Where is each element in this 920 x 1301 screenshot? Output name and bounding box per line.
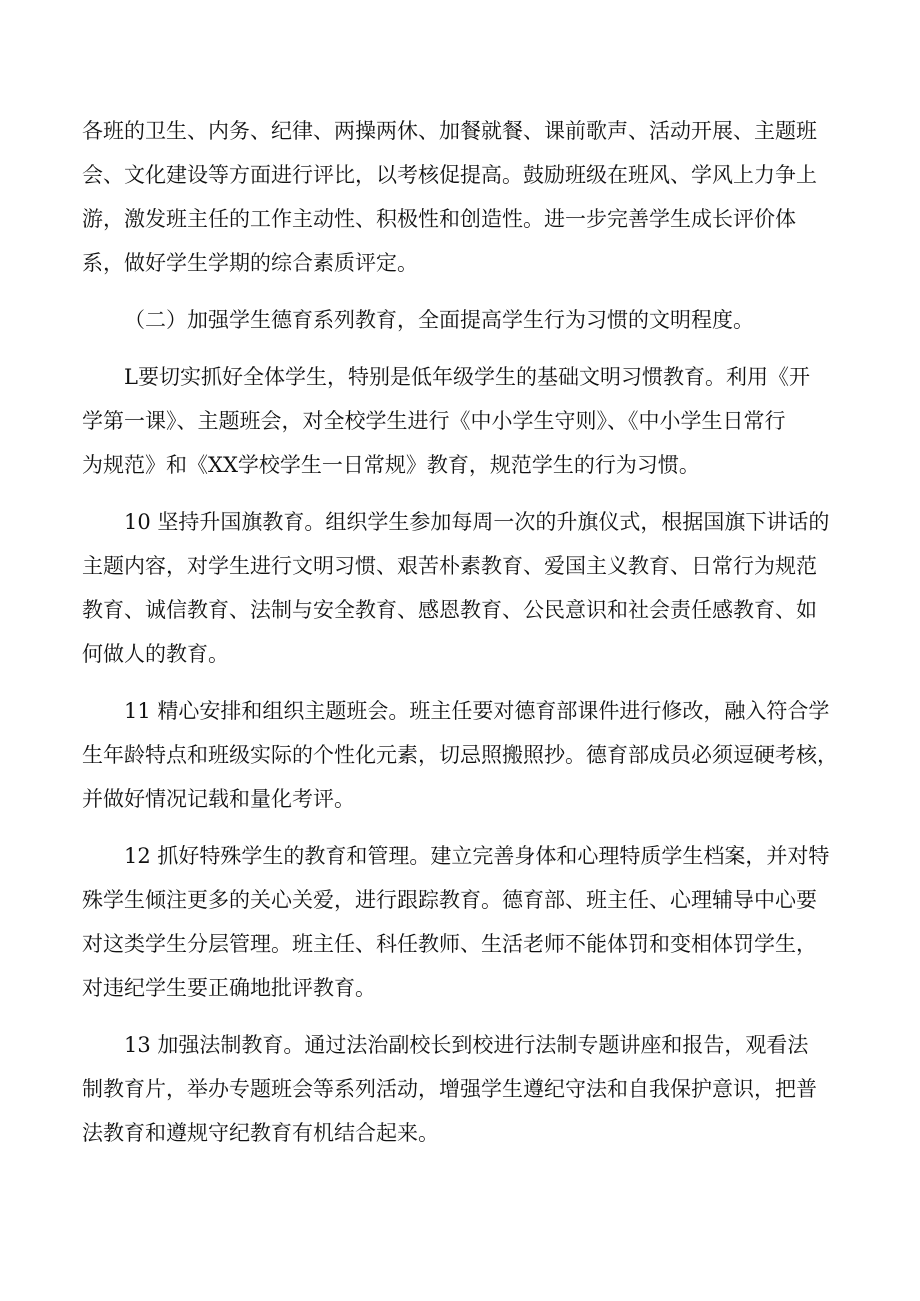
section-heading — [82, 298, 842, 342]
document-body — [82, 109, 842, 1168]
text-line: 制教育片，举办专题班会等系列活动，增强学生遵纪守法和自我保护意识，把普 — [82, 1077, 817, 1101]
paragraph-basic-habits — [82, 355, 842, 487]
text-line: 11 精心安排和组织主题班会。班主任要对德育部课件进行修改，融入符合学 — [124, 699, 830, 723]
text-line: 生年龄特点和班级实际的个性化元素，切忌照搬照抄。德育部成员必须逗硬考核， — [82, 743, 838, 767]
text-line: 殊学生倾注更多的关心关爱，进行跟踪教育。德育部、班主任、心理辅导中心要 — [82, 888, 817, 912]
heading-text: （二）加强学生德育系列教育，全面提高学生行为习惯的文明程度。 — [124, 308, 754, 332]
text-line: 教育、诚信教育、法制与安全教育、感恩教育、公民意识和社会责任感教育、如 — [82, 598, 817, 622]
text-line: 对这类学生分层管理。班主任、科任教师、生活老师不能体罚和变相体罚学生， — [82, 932, 817, 956]
text-line: 主题内容，对学生进行文明习惯、艰苦朴素教育、爱国主义教育、日常行为规范 — [82, 554, 817, 578]
text-line: L要切实抓好全体学生，特别是低年级学生的基础文明习惯教育。利用《开 — [124, 365, 810, 389]
paragraph-legal-education — [82, 1023, 842, 1155]
text-line: 各班的卫生、内务、纪律、两操两休、加餐就餐、课前歌声、活动开展、主题班 — [82, 119, 817, 143]
paragraph-special-students — [82, 834, 842, 1010]
text-line: 13 加强法制教育。通过法治副校长到校进行法制专题讲座和报告，观看法 — [124, 1033, 809, 1057]
paragraph-flag-raising — [82, 500, 842, 676]
text-line: 10 坚持升国旗教育。组织学生参加每周一次的升旗仪式，根据国旗下讲话的 — [124, 510, 830, 534]
text-line: 会、文化建设等方面进行评比，以考核促提高。鼓励班级在班风、学风上力争上 — [82, 163, 817, 187]
text-line: 法教育和遵规守纪教育有机结合起来。 — [82, 1121, 439, 1145]
text-line: 系，做好学生学期的综合素质评定。 — [82, 251, 418, 275]
text-line: 并做好情况记载和量化考评。 — [82, 787, 355, 811]
text-line: 为规范》和《XX学校学生一日常规》教育，规范学生的行为习惯。 — [82, 453, 700, 477]
text-line: 12 抓好特殊学生的教育和管理。建立完善身体和心理特质学生档案，并对特 — [124, 844, 830, 868]
text-line: 何做人的教育。 — [82, 642, 229, 666]
paragraph-class-evaluation — [82, 109, 842, 285]
paragraph-class-meeting — [82, 689, 842, 821]
text-line: 学第一课》、主题班会，对全校学生进行《中小学生守则》、《中小学生日常行 — [82, 409, 786, 433]
text-line: 对违纪学生要正确地批评教育。 — [82, 976, 376, 1000]
text-line: 游，激发班主任的工作主动性、积极性和创造性。进一步完善学生成长评价体 — [82, 207, 796, 231]
